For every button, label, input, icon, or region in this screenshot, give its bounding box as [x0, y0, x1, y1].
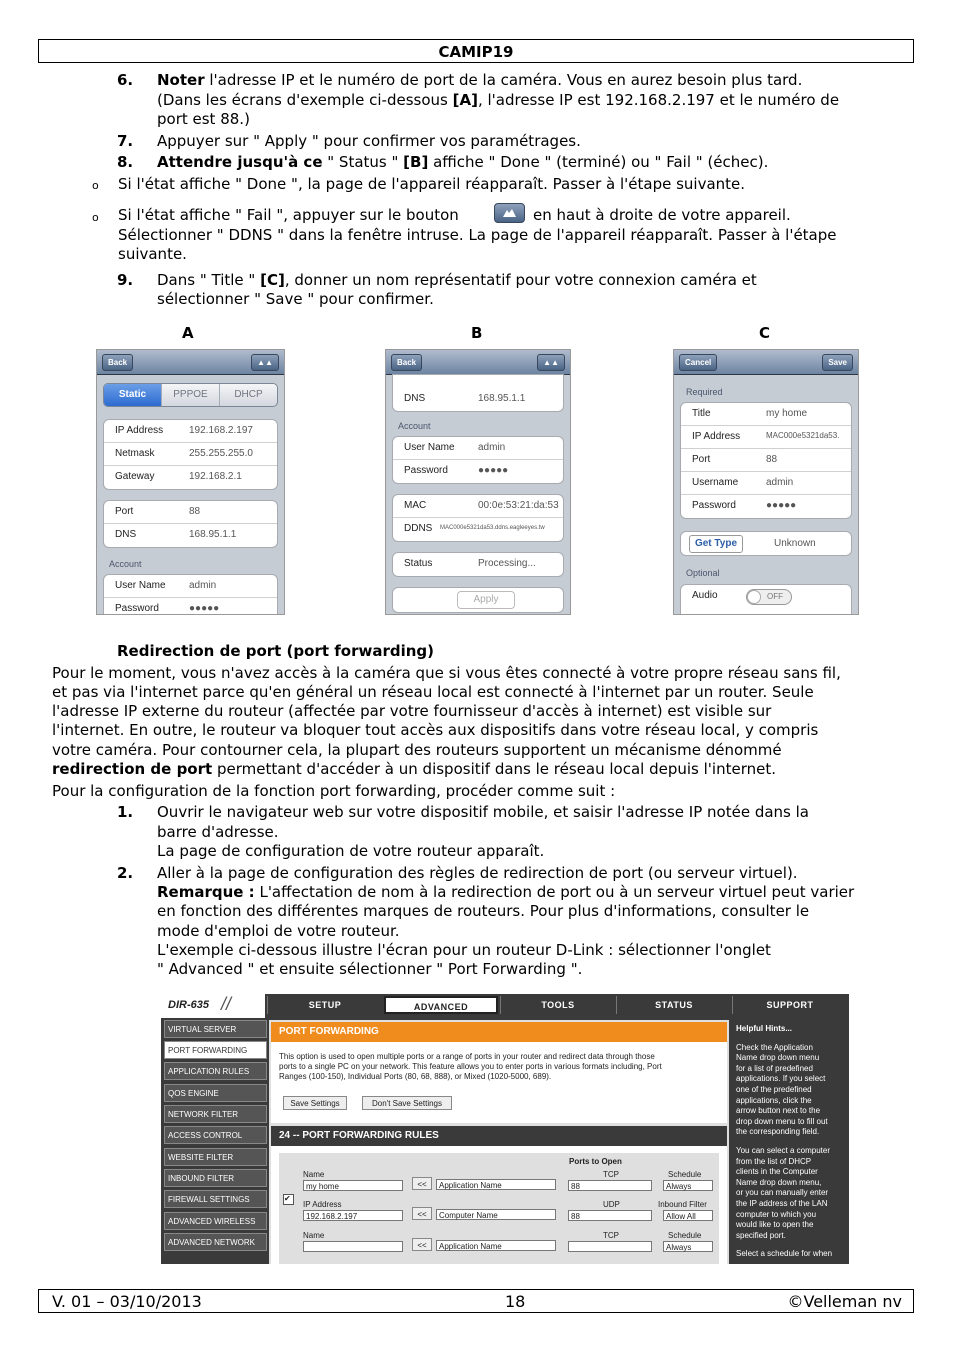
text: L'affectation de nom à la redirection de port ou à un serveur virtuel peut varier [254, 883, 855, 901]
schedule-select[interactable]: Always [663, 1241, 713, 1252]
label: MAC [404, 500, 427, 511]
value: admin [478, 442, 506, 453]
hint-line: applications, click the [736, 1095, 812, 1105]
label: Title [692, 408, 711, 419]
label: Gateway [115, 471, 155, 482]
phone-screenshot-c [673, 349, 859, 615]
text: l'adresse IP et le numéro de port de la caméra. Vous en aurez besoin plus tard. [204, 71, 803, 89]
sidebar-item-application-rules[interactable]: APPLICATION RULES [164, 1062, 267, 1080]
label: Password [115, 603, 159, 614]
rule-ip-input[interactable]: 192.168.2.197 [303, 1210, 403, 1221]
step-1-text-2: barre d'adresse. [157, 823, 279, 841]
get-type-value: Unknown [774, 538, 816, 549]
bullet-1-text: Si l'état affiche " Done ", la page de l'appareil réapparaît. Passer à l'étape suivante. [118, 175, 746, 193]
menu-icon[interactable]: ▲▲ [251, 354, 279, 371]
fill-app-arrow-button[interactable]: << [412, 1238, 432, 1251]
step-9-number: 9. [117, 271, 134, 289]
bold-text: [C] [260, 271, 285, 289]
inbound-filter-label: Inbound Filter [658, 1200, 707, 1209]
figure-label-c: C [759, 324, 771, 342]
hints-title: Helpful Hints... [736, 1024, 792, 1033]
text: Dans " Title " [157, 271, 261, 289]
text: " Status " [322, 153, 404, 171]
label: DNS [404, 393, 426, 404]
udp-port-input[interactable]: 88 [568, 1210, 652, 1221]
sidebar-item-network-filter[interactable]: NETWORK FILTER [164, 1105, 267, 1123]
value: 192.168.2.1 [189, 471, 242, 482]
tcp-label: TCP [603, 1231, 619, 1240]
main-content [269, 1020, 729, 1264]
value: Processing... [478, 558, 536, 569]
value: MAC000e5321da53. [766, 431, 840, 440]
row-dns[interactable] [104, 524, 277, 546]
hint-line: Name drop down menu, [736, 1177, 822, 1187]
hint-line: arrow button next to the [736, 1106, 821, 1116]
sidebar-item-qos-engine[interactable]: QOS ENGINE [164, 1084, 267, 1102]
footer-brand: ©Velleman nv [787, 1292, 902, 1311]
value: admin [189, 580, 217, 591]
value: ●●●●● [478, 465, 509, 476]
rules-panel [271, 1126, 727, 1264]
step-1-text-3: La page de configuration de votre routeur apparaît. [157, 842, 545, 860]
hint-line: computer to which you [736, 1209, 817, 1219]
paragraph-line [52, 760, 776, 779]
audio-toggle[interactable] [746, 589, 792, 605]
get-type-button[interactable]: Get Type [689, 535, 743, 553]
rules-title: 24 -- PORT FORWARDING RULES [271, 1126, 727, 1146]
rule-2-tcp-input[interactable] [568, 1241, 652, 1252]
dns-group [392, 374, 564, 412]
back-button[interactable]: Back [102, 354, 133, 371]
bold-text: Noter [157, 71, 205, 89]
tab-status[interactable]: STATUS [616, 996, 731, 1014]
row-user-name[interactable] [393, 437, 563, 460]
rule-enable-checkbox[interactable]: ✔ [283, 1194, 294, 1205]
section-account: Account [109, 559, 142, 569]
hint-line: clients in the Computer [736, 1167, 818, 1177]
label: User Name [404, 442, 455, 453]
network-group [103, 419, 278, 490]
step-2-text-5: L'exemple ci-dessous illustre l'écran pour un routeur D-Link : sélectionner l'onglet [157, 941, 771, 959]
logo-slashes: // [221, 994, 232, 1014]
pf-description [279, 1052, 662, 1082]
hint-line: Check the Application [736, 1042, 813, 1052]
account-group [103, 574, 278, 615]
paragraph-2: Pour la configuration de la fonction port forwarding, procéder comme suit : [52, 782, 616, 800]
required-group [680, 402, 852, 519]
app-button-icon [494, 203, 525, 223]
step-6-text-3: port est 88.) [157, 110, 250, 128]
pf-panel [271, 1022, 727, 1123]
model-name: DIR-635 [168, 999, 209, 1011]
fill-computer-arrow-button[interactable]: << [412, 1207, 432, 1220]
header-title: CAMIP19 [438, 43, 514, 61]
section-optional: Optional [686, 568, 720, 578]
dlink-logo-area [161, 994, 265, 1018]
label: Status [404, 558, 433, 569]
get-type-group [680, 531, 852, 556]
tab-setup[interactable]: SETUP [267, 996, 382, 1014]
label: Audio [692, 590, 718, 601]
label: Netmask [115, 448, 155, 459]
sidebar-item-firewall-settings[interactable]: FIREWALL SETTINGS [164, 1190, 267, 1208]
application-name-select[interactable]: Application Name [436, 1179, 556, 1190]
label: DDNS [404, 523, 433, 534]
paragraph-line: l'internet. En outre, le routeur va bloquer tout accès aux dispositifs dans votre réseau local, y compris [52, 721, 819, 739]
port-group [103, 500, 278, 548]
text: (Dans les écrans d'exemple ci-dessous [157, 91, 453, 109]
footer-page-number: 18 [505, 1292, 526, 1311]
dlink-router-screenshot [161, 994, 849, 1264]
nav-bar [386, 350, 570, 375]
phone-screenshot-b [385, 349, 571, 615]
footer-version: V. 01 – 03/10/2013 [52, 1292, 202, 1311]
tab-dhcp[interactable]: DHCP [234, 389, 263, 400]
paragraph-line: et pas via l'internet parce qu'en général un réseau local est connecté à l'internet par un router. Seule [52, 683, 814, 701]
text: permettant d'accéder à un dispositif dans le réseau local depuis l'internet. [212, 760, 776, 778]
row-gateway[interactable] [104, 466, 277, 488]
row-ddns [393, 518, 563, 540]
label: User Name [115, 580, 166, 591]
hint-line: or you can manually enter [736, 1188, 829, 1198]
step-8-number: 8. [117, 153, 134, 171]
name-label: Name [303, 1231, 325, 1240]
tab-tools[interactable]: TOOLS [500, 996, 615, 1014]
bold-text: [B] [403, 153, 429, 171]
text: , donner un nom représentatif pour votre connexion caméra et [284, 271, 757, 289]
row-port[interactable] [104, 501, 277, 524]
step-6-line-1 [117, 71, 133, 90]
bullet-2-text-1b: en haut à droite de votre appareil. [533, 206, 791, 224]
toggle-knob [747, 590, 761, 604]
desc-line: This option is used to open multiple ports or a range of ports in your router and redirect data through those [279, 1052, 655, 1061]
label: Port [115, 506, 134, 517]
bold-text: redirection de port [52, 760, 213, 778]
hint-line: for a list of predefined [736, 1063, 813, 1073]
label: IP Address [692, 431, 741, 442]
bullet-2-text-2: Sélectionner " DDNS " dans la fenêtre intruse. La page de l'appareil réapparaît. Passer à l'étape [118, 226, 837, 244]
paragraph-line: l'adresse IP externe du routeur (affectée par votre fournisseur d'accès à internet) est visible sur [52, 702, 772, 720]
save-button[interactable]: Save [822, 354, 853, 371]
hint-line: from the list of DHCP [736, 1156, 812, 1166]
sidebar-item-advanced-network[interactable]: ADVANCED NETWORK [164, 1233, 267, 1251]
connection-type-tabs [103, 383, 278, 407]
bullet-2-marker: o [92, 211, 99, 224]
paragraph-line: votre caméra. Pour contourner cela, la plupart des routeurs supportent un mécanisme dénommé [52, 741, 782, 759]
schedule-label: Schedule [668, 1170, 702, 1179]
row-dns[interactable] [393, 388, 563, 410]
tab-static[interactable]: Static [104, 384, 162, 406]
tab-pppoe[interactable]: PPPOE [162, 384, 220, 406]
inbound-filter-select[interactable]: Allow All [663, 1210, 713, 1221]
bullet-2-text-1a: Si l'état affiche " Fail ", appuyer sur le bouton [118, 206, 459, 224]
row-netmask[interactable] [104, 443, 277, 466]
value: 88 [189, 506, 201, 517]
bullet-1-marker: o [92, 179, 99, 192]
cancel-button[interactable]: Cancel [679, 354, 717, 371]
hint-line: specified port. [736, 1230, 786, 1240]
nav-bar [674, 350, 858, 375]
hint-line: one of the predefined [736, 1084, 812, 1094]
paragraph-line: Pour le moment, vous n'avez accès à la caméra que si vous êtes connecté à votre propre réseau sans fil, [52, 664, 841, 682]
fill-app-arrow-button[interactable]: << [412, 1177, 432, 1190]
hint-line: Select a schedule for when [736, 1249, 833, 1259]
udp-label: UDP [603, 1200, 620, 1209]
row-ip-address[interactable] [681, 426, 851, 449]
label: Port [692, 454, 711, 465]
computer-name-select[interactable]: Computer Name [436, 1209, 556, 1220]
ports-to-open-header: Ports to Open [569, 1157, 622, 1166]
step-7-text: Appuyer sur " Apply " pour confirmer vos paramétrages. [157, 132, 581, 150]
value: MAC000e5321da53.ddns.eagleeyes.tw [440, 525, 545, 531]
row-password[interactable] [681, 495, 851, 517]
value: 192.168.2.197 [189, 425, 253, 436]
tcp-port-input[interactable]: 88 [568, 1180, 652, 1191]
step-7-number: 7. [117, 132, 134, 150]
hint-line: You can select a computer [736, 1145, 830, 1155]
sidebar-item-inbound-filter[interactable]: INBOUND FILTER [164, 1169, 267, 1187]
figure-label-a: A [182, 324, 194, 342]
toggle-state: OFF [767, 592, 783, 601]
bold-text: Remarque : [157, 883, 255, 901]
save-settings-button[interactable]: Save Settings [283, 1096, 347, 1110]
nav-bar [97, 350, 284, 375]
tab-advanced[interactable]: ADVANCED [384, 996, 498, 1014]
section-required: Required [686, 387, 723, 397]
name-label: Name [303, 1170, 325, 1179]
sidebar-item-website-filter[interactable]: WEBSITE FILTER [164, 1148, 267, 1166]
status-group [392, 552, 564, 577]
menu-icon[interactable]: ▲▲ [537, 354, 565, 371]
label: DNS [115, 529, 137, 540]
document-footer [38, 1289, 914, 1313]
value: ●●●●● [189, 603, 220, 614]
device-group [392, 494, 564, 542]
application-name-select[interactable]: Application Name [436, 1240, 556, 1251]
desc-line: ports to a single PC on your network. This feature allows you to enter ports in various formats including, Port [279, 1062, 662, 1071]
sidebar-item-advanced-wireless[interactable]: ADVANCED WIRELESS [164, 1212, 267, 1230]
rules-table [279, 1153, 719, 1264]
text: affiche " Done " (terminé) ou " Fail " (échec). [428, 153, 769, 171]
step-6-text-1 [157, 71, 802, 90]
hint-line: drop down menu to fill out [736, 1116, 828, 1126]
hint-line: Name drop down menu [736, 1053, 820, 1063]
section-title: Redirection de port (port forwarding) [117, 642, 434, 660]
tcp-label: TCP [603, 1170, 619, 1179]
hint-spacer [736, 1138, 849, 1146]
pf-title: PORT FORWARDING [271, 1022, 727, 1042]
figure-label-b: B [471, 324, 483, 342]
label: Username [692, 477, 739, 488]
optional-group [680, 584, 852, 615]
value: 168.95.1.1 [189, 529, 237, 540]
value: ●●●●● [766, 500, 797, 511]
tab-support[interactable]: SUPPORT [732, 996, 847, 1014]
schedule-label: Schedule [668, 1231, 702, 1240]
value: 88 [766, 454, 778, 465]
hint-line: the corresponding field. [736, 1127, 820, 1137]
hint-line: would like to open the [736, 1220, 814, 1230]
step-6-text-2 [157, 91, 839, 110]
hint-line: the IP address of the LAN [736, 1198, 828, 1208]
step-1-number: 1. [117, 803, 134, 821]
row-password[interactable] [393, 460, 563, 482]
document-header [38, 39, 914, 63]
bullet-2-text-3: suivante. [118, 245, 187, 263]
row-audio [681, 585, 851, 607]
value: my home [766, 408, 808, 419]
step-2-text-1: Aller à la page de configuration des règles de redirection de port (ou serveur virtuel). [157, 864, 798, 882]
sidebar-item-virtual-server[interactable]: VIRTUAL SERVER [164, 1020, 267, 1038]
row-status [393, 553, 563, 575]
hint-spacer [736, 1241, 849, 1249]
step-1-text-1: Ouvrir le navigateur web sur votre dispositif mobile, et saisir l'adresse IP notée dans la [157, 803, 809, 821]
sidebar-item-port-forwarding[interactable]: PORT FORWARDING [164, 1041, 267, 1059]
step-9-text-1 [157, 271, 757, 290]
label: IP Address [115, 425, 164, 436]
rule-name-input[interactable]: my home [303, 1180, 403, 1191]
step-8-text [157, 153, 768, 172]
bold-text: Attendre jusqu'à ce [157, 153, 323, 171]
step-2-text-4: mode d'emploi de votre routeur. [157, 922, 400, 940]
helpful-hints-panel [731, 1020, 849, 1264]
step-2-number: 2. [117, 864, 134, 882]
rule-2-name-input[interactable] [303, 1241, 403, 1252]
row-username[interactable] [681, 472, 851, 495]
apply-group [392, 587, 564, 613]
account-group [392, 436, 564, 484]
step-2-text-6: " Advanced " et ensuite sélectionner " Port Forwarding ". [157, 960, 583, 978]
hints-text [731, 1043, 849, 1260]
label: Password [692, 500, 736, 511]
apply-button[interactable]: Apply [457, 591, 515, 609]
hint-line: applications. If you select [736, 1074, 826, 1084]
value: 00:0e:53:21:da:53 [478, 500, 559, 511]
value: admin [766, 477, 794, 488]
step-9-text-2: sélectionner " Save " pour confirmer. [157, 290, 434, 308]
row-password[interactable] [104, 598, 277, 615]
value: 255.255.255.0 [189, 448, 253, 459]
step-2-text-2 [157, 883, 854, 902]
schedule-select[interactable]: Always [663, 1180, 713, 1191]
section-account: Account [398, 421, 431, 431]
row-user-name[interactable] [104, 575, 277, 598]
step-number: 6. [117, 71, 134, 89]
text: , l'adresse IP est 192.168.2.197 et le numéro de [477, 91, 840, 109]
dont-save-settings-button[interactable]: Don't Save Settings [362, 1096, 452, 1110]
row-port[interactable] [681, 449, 851, 472]
ip-label: IP Address [303, 1200, 342, 1209]
value: 168.95.1.1 [478, 393, 526, 404]
row-title[interactable] [681, 403, 851, 426]
back-button[interactable]: Back [391, 354, 422, 371]
phone-screenshot-a [96, 349, 285, 615]
sidebar-item-access-control[interactable]: ACCESS CONTROL [164, 1126, 267, 1144]
desc-line: Ranges (100-150), Individual Ports (80, 68, 888), or Mixed (1020-5000, 689). [279, 1072, 552, 1081]
bold-text: [A] [452, 91, 478, 109]
step-2-text-3: en fonction des différentes marques de routeurs. Pour plus d'informations, consulter le [157, 902, 810, 920]
row-mac [393, 495, 563, 518]
row-ip-address[interactable] [104, 420, 277, 443]
label: Password [404, 465, 448, 476]
